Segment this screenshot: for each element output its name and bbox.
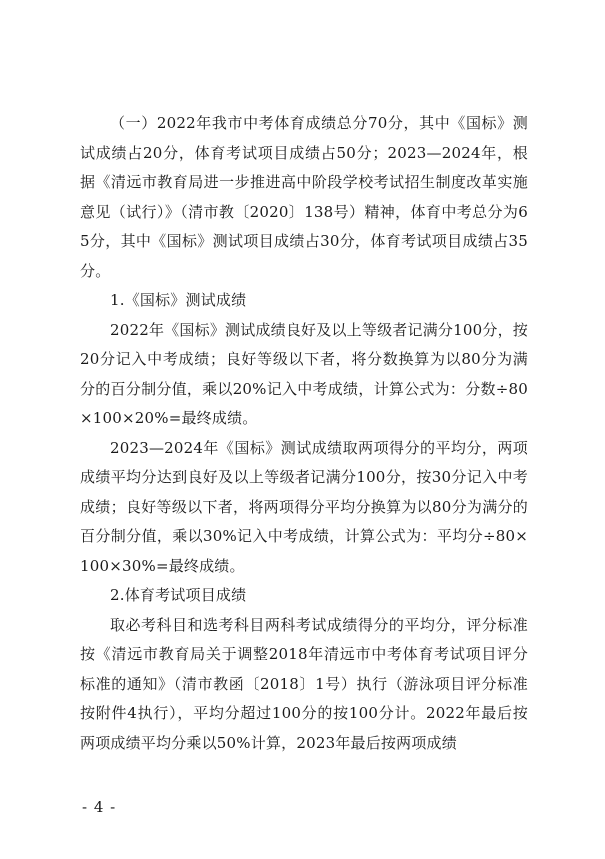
paragraph-2023-2024-national-standard: 2023—2024年《国标》测试成绩取两项得分的平均分，两项成绩平均分达到良好及以上等级者记满分100分，按30分记入中考成绩；良好等级以下者，将两项得分平均分换算为以80分为满分的百分制分值，乘以30%记入中考成绩，计算公式为：平均分÷80×100×30%=最终成绩。: [80, 438, 528, 575]
section-heading-pe-exam-items: 2.体育考试项目成绩: [110, 586, 247, 604]
paragraph-pe-exam-scoring: 取必考科目和选考科目两科考试成绩得分的平均分，评分标准按《清远市教育局关于调整2018年清远市中考体育考试项目评分标准的通知》（清市教函〔2018〕1号）执行（游泳项目评分标准按附件4执行），平均分超过100分的按100分计。2022年最后按两项成绩平均分乘以50%计算，2023年最后按两项成绩: [80, 615, 528, 752]
page-number: - 4 -: [82, 798, 117, 816]
paragraph-2022-national-standard: 2022年《国标》测试成绩良好及以上等级者记满分100分，按20分记入中考成绩；良好等级以下者，将分数换算为以80分为满分的百分制分值，乘以20%记入中考成绩，计算公式为：分数÷80×100×20%=最终成绩。: [80, 320, 528, 427]
paragraph-score-overview: （一）2022年我市中考体育成绩总分70分，其中《国标》测试成绩占20分，体育考试项目成绩占50分；2023—2024年，根据《清远市教育局进一步推进高中阶段学校考试招生制度改革实施意见（试行）》（清市教〔2020〕138号）精神，体育中考总分为65分，其中《国标》测试项目成绩占30分，体育考试项目成绩占35分。: [80, 114, 528, 280]
section-heading-national-standard: 1.《国标》测试成绩: [110, 291, 247, 309]
document-body: [80, 109, 528, 758]
